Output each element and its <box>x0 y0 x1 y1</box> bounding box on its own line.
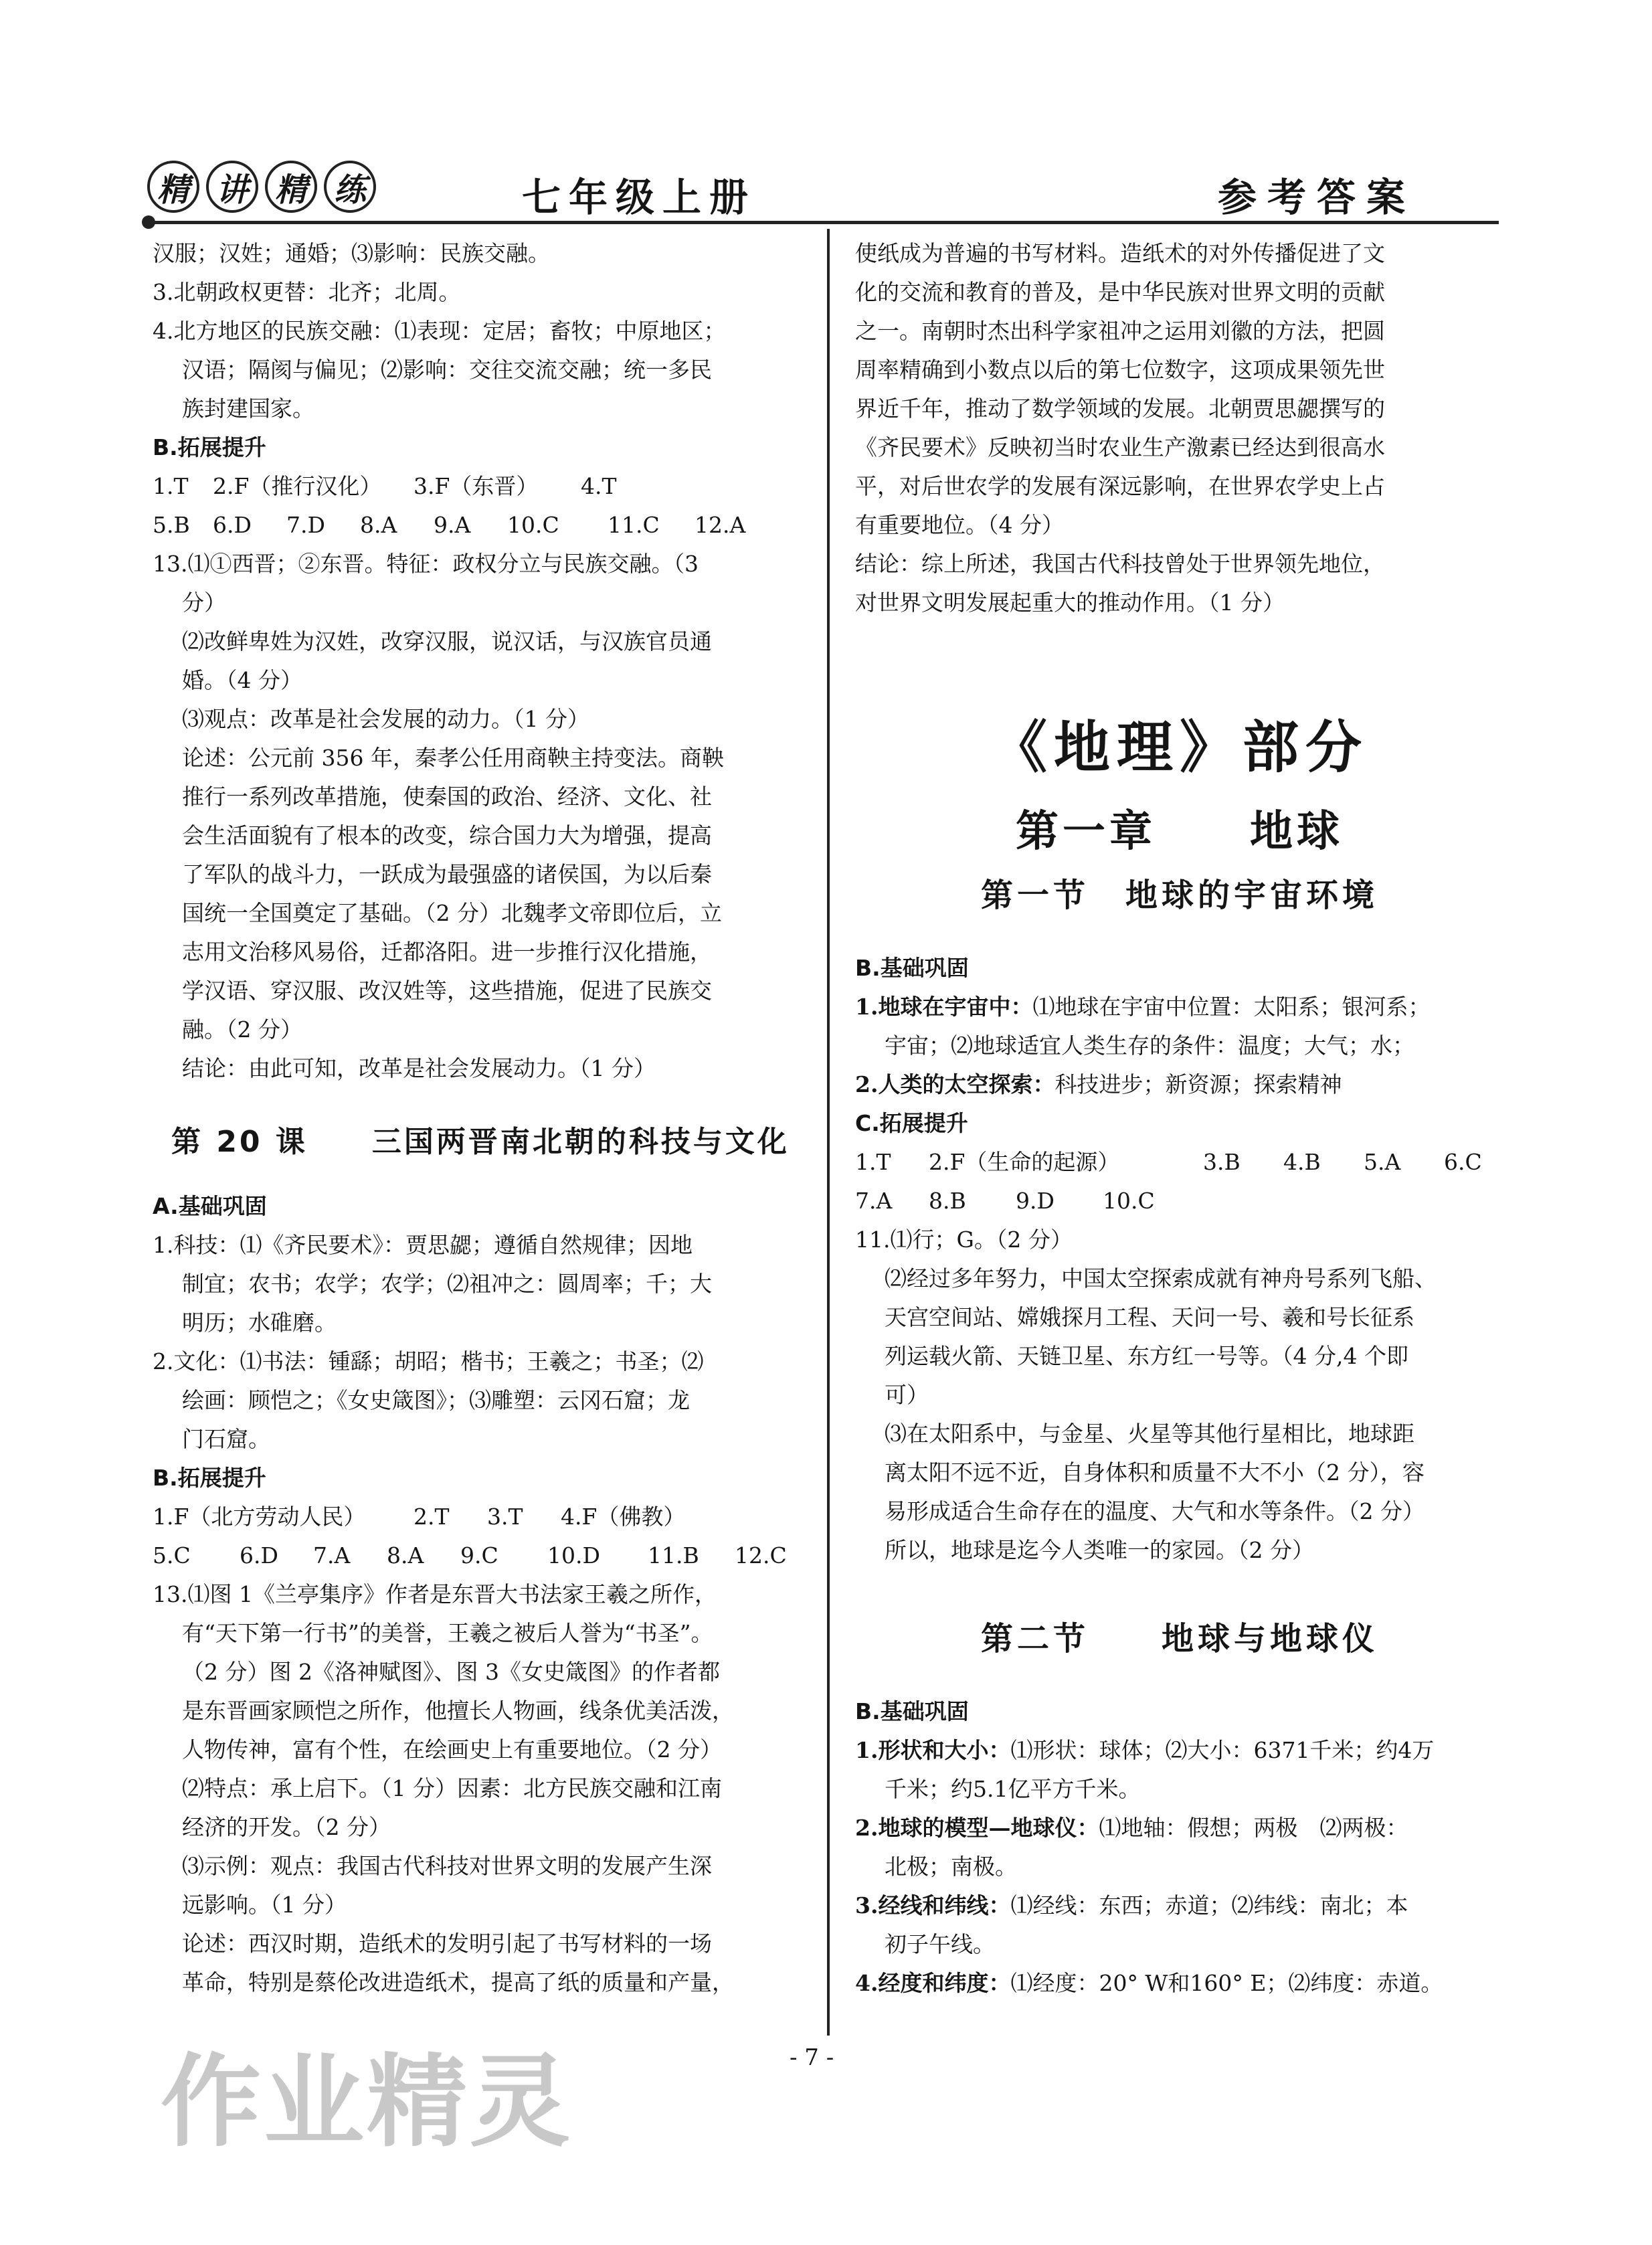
answer-row <box>855 1182 1504 1221</box>
item-text: 初子午线。 <box>885 1931 995 1957</box>
answer: 9.D <box>1016 1188 1054 1214</box>
item-text: ⑴经线：东西；赤道；⑵纬线：南北；本 <box>1010 1892 1408 1918</box>
answer: 10.C <box>507 512 559 538</box>
text-line: 易形成适合生命存在的温度、大气和水等条件。（2 分） <box>885 1498 1425 1524</box>
text-line: ⑶观点：改革是社会发展的动力。（1 分） <box>182 706 589 732</box>
logo-char: 精 <box>265 161 317 213</box>
book-logo <box>147 161 376 213</box>
answer: 12.A <box>695 512 746 538</box>
item-text: 宇宙；⑵地球适宜人类生存的条件：温度；大气；水； <box>885 1032 1414 1059</box>
text-line <box>855 1964 1504 2003</box>
text-line: 制宜；农书；农学；农学；⑵祖冲之：圆周率；千；大 <box>182 1271 712 1297</box>
text-line: 族封建国家。 <box>182 395 314 422</box>
item-label: 1.地球在宇宙中： <box>855 994 1033 1020</box>
answer-row <box>153 467 802 506</box>
text-line <box>855 1065 1504 1104</box>
chapter-title: 第一章 地球 <box>1016 806 1344 857</box>
text-line: 周率精确到小数点以后的第七位数字，这项成果领先世 <box>855 357 1385 383</box>
text-line: 明历；水碓磨。 <box>182 1310 337 1336</box>
text-line: 化的交流和教育的普及，是中华民族对世界文明的贡献 <box>855 279 1385 305</box>
text-line: 志用文治移风易俗，迁都洛阳。进一步推行汉化措施， <box>182 939 712 965</box>
answer: 9.A <box>434 512 471 538</box>
geography-part-title: 《地理》部分 <box>990 714 1368 780</box>
subsection-title: A.基础巩固 <box>153 1193 267 1219</box>
text-line: 天宫空间站、嫦娥探月工程、天问一号、羲和号长征系 <box>885 1304 1414 1330</box>
text-line: 门石窟。 <box>182 1426 270 1452</box>
answer: 7.A <box>855 1188 893 1214</box>
answer-row <box>153 1536 802 1575</box>
text-line: 1.科技：⑴《齐民要术》：贾思勰；遵循自然规律；因地 <box>153 1232 693 1258</box>
answer: 5.A <box>1364 1149 1401 1175</box>
text-line: （2 分）图 2《洛神赋图》、图 3《女史箴图》的作者都 <box>182 1659 720 1685</box>
text-line: 会生活面貌有了根本的改变，综合国力大为增强，提高 <box>182 822 712 848</box>
header-dot <box>142 215 155 229</box>
answer: 6.D <box>240 1542 278 1568</box>
answer: 7.D <box>286 512 325 538</box>
text-line: 融。（2 分） <box>182 1016 302 1043</box>
answer: 8.A <box>360 512 397 538</box>
watermark: 作业精灵 <box>161 2043 573 2161</box>
text-line: 国统一全国奠定了基础。（2 分）北魏孝文帝即位后，立 <box>182 900 722 926</box>
subsection-title: B.拓展提升 <box>153 434 266 460</box>
text-line: 11.⑴行；G。（2 分） <box>855 1227 1073 1253</box>
answer: 5.B <box>153 512 190 538</box>
answer: 4.F（佛教） <box>561 1504 686 1530</box>
text-line: 《齐民要术》反映初当时农业生产激素已经达到很高水 <box>855 434 1385 460</box>
answer: 2.F（推行汉化） <box>213 473 382 499</box>
lesson-title: 第 20 课 三国两晋南北朝的科技与文化 <box>171 1125 790 1159</box>
answer-row <box>855 1143 1504 1182</box>
item-label: 2.地球的模型—地球仪： <box>855 1815 1099 1841</box>
text-line: 论述：公元前 356 年，秦孝公任用商鞅主持变法。商鞅 <box>182 745 724 771</box>
logo-char: 练 <box>324 161 376 213</box>
text-line: 平，对后世农学的发展有深远影响，在世界农学史上占 <box>855 473 1385 499</box>
text-line: 13.⑴①西晋；②东晋。特征：政权分立与民族交融。（3 <box>153 551 699 577</box>
text-line: ⑵改鲜卑姓为汉姓，改穿汉服，说汉话，与汉族官员通 <box>182 628 712 654</box>
text-line <box>855 1809 1504 1848</box>
section-title: 第一节 地球的宇宙环境 <box>980 877 1378 914</box>
answer: 12.C <box>735 1542 787 1568</box>
text-line: 汉服；汉姓；通婚；⑶影响：民族交融。 <box>153 240 550 266</box>
text-line <box>855 1886 1504 1925</box>
text-line: 结论：由此可知，改革是社会发展动力。（1 分） <box>182 1055 656 1081</box>
answer: 10.C <box>1103 1188 1155 1214</box>
text-line: 对世界文明发展起重大的推动作用。（1 分） <box>855 590 1285 616</box>
text-line: 之一。南朝时杰出科学家祖冲之运用刘徽的方法，把圆 <box>855 318 1385 344</box>
answer: 4.B <box>1283 1149 1321 1175</box>
text-line: 界近千年，推动了数学领域的发展。北朝贾思勰撰写的 <box>855 395 1385 422</box>
text-line: 学汉语、穿汉服、改汉姓等，这些措施，促进了民族交 <box>182 978 712 1004</box>
text-line: 列运载火箭、天链卫星、东方红一号等。（4 分,4 个即 <box>885 1343 1408 1369</box>
text-line: 有“天下第一行书”的美誉，王羲之被后人誉为“书圣”。 <box>182 1620 713 1646</box>
right-column <box>855 234 1504 2003</box>
subsection-title: C.拓展提升 <box>855 1110 968 1136</box>
text-line: 婚。（4 分） <box>182 667 302 693</box>
item-text: 北极；南极。 <box>885 1854 1017 1880</box>
item-text: 千米；约5.1亿平方千米。 <box>885 1776 1141 1802</box>
column-divider <box>827 229 830 2036</box>
text-line: 所以，地球是迄今人类唯一的家园。（2 分） <box>885 1537 1314 1563</box>
answer: 11.B <box>648 1542 699 1568</box>
answer: 7.A <box>313 1542 351 1568</box>
text-line <box>855 1026 1504 1065</box>
text-line: 汉语；隔阂与偏见；⑵影响：交往交流交融；统一多民 <box>182 357 712 383</box>
book-title: 七年级上册 <box>522 175 757 220</box>
answer-row <box>153 506 802 545</box>
page-header <box>147 161 1499 221</box>
text-line <box>855 1770 1504 1809</box>
subsection-title: B.基础巩固 <box>855 955 969 981</box>
text-line <box>855 1925 1504 1964</box>
text-line <box>855 1848 1504 1886</box>
text-line: 结论：综上所述，我国古代科技曾处于世界领先地位， <box>855 551 1385 577</box>
text-line: 了军队的战斗力，一跃成为最强盛的诸侯国，为以后秦 <box>182 861 712 887</box>
item-label: 2.人类的太空探索： <box>855 1071 1055 1097</box>
answer: 8.B <box>929 1188 966 1214</box>
page-number: - 7 - <box>790 2044 834 2071</box>
item-text: ⑴经度：20° W和160° E；⑵纬度：赤道。 <box>1010 1970 1443 1996</box>
text-line: 人物传神，富有个性，在绘画史上有重要地位。（2 分） <box>182 1736 722 1763</box>
section-title: 第二节 地球与地球仪 <box>980 1620 1378 1657</box>
item-label: 4.经度和纬度： <box>855 1970 1011 1996</box>
text-line: 经济的开发。（2 分） <box>182 1814 391 1840</box>
subsection-title: B.基础巩固 <box>855 1698 969 1724</box>
answer: 3.B <box>1203 1149 1241 1175</box>
text-line: 有重要地位。（4 分） <box>855 512 1064 538</box>
answer: 1.F（北方劳动人民） <box>153 1504 366 1530</box>
text-line: 2.文化：⑴书法：锺繇；胡昭；楷书；王羲之；书圣；⑵ <box>153 1348 704 1374</box>
text-line: 可） <box>885 1382 929 1408</box>
answer: 3.T <box>487 1504 523 1530</box>
answer: 1.T <box>153 473 189 499</box>
item-text: 科技进步；新资源；探索精神 <box>1054 1071 1342 1097</box>
answer: 6.D <box>213 512 252 538</box>
answer-label: 参考答案 <box>1218 175 1416 220</box>
text-line: 绘画：顾恺之；《女史箴图》；⑶雕塑：云冈石窟；龙 <box>182 1387 690 1413</box>
answer: 3.F（东晋） <box>414 473 539 499</box>
text-line: 论述：西汉时期，造纸术的发明引起了书写材料的一场 <box>182 1930 712 1957</box>
text-line: 离太阳不远不近，自身体积和质量不大不小（2 分），容 <box>885 1459 1425 1486</box>
subsection-title: B.拓展提升 <box>153 1465 266 1491</box>
text-line: 推行一系列改革措施，使秦国的政治、经济、文化、社 <box>182 784 712 810</box>
text-line: 分） <box>182 590 226 616</box>
answer: 10.D <box>547 1542 600 1568</box>
logo-char: 讲 <box>206 161 258 213</box>
item-text: ⑴地轴：假想；两极 ⑵两极： <box>1099 1815 1408 1841</box>
answer-row <box>153 1498 802 1536</box>
answer: 2.F（生命的起源） <box>929 1149 1120 1175</box>
text-line: ⑵特点：承上启下。（1 分）因素：北方民族交融和江南 <box>182 1775 722 1801</box>
answer: 4.T <box>581 473 617 499</box>
text-line <box>855 988 1504 1026</box>
text-line: 革命，特别是蔡伦改进造纸术，提高了纸的质量和产量， <box>182 1969 734 1995</box>
text-line: ⑵经过多年努力，中国太空探索成就有神舟号系列飞船、 <box>885 1265 1437 1291</box>
header-rule <box>147 221 1499 224</box>
text-line: 3.北朝政权更替：北齐；北周。 <box>153 279 461 305</box>
text-line: ⑶在太阳系中，与金星、火星等其他行星相比，地球距 <box>885 1421 1414 1447</box>
text-line: 4.北方地区的民族交融：⑴表现：定居；畜牧；中原地区； <box>153 318 726 344</box>
text-line: 是东晋画家顾恺之所作，他擅长人物画，线条优美活泼， <box>182 1698 734 1724</box>
item-label: 3.经线和纬线： <box>855 1892 1011 1918</box>
answer: 2.T <box>414 1504 450 1530</box>
answer: 9.C <box>460 1542 498 1568</box>
answer: 11.C <box>608 512 660 538</box>
text-line: ⑶示例：观点：我国古代科技对世界文明的发展产生深 <box>182 1853 712 1879</box>
answer: 5.C <box>153 1542 191 1568</box>
text-line: 使纸成为普遍的书写材料。造纸术的对外传播促进了文 <box>855 240 1385 266</box>
item-text: ⑴形状：球体；⑵大小：6371千米；约4万 <box>1010 1737 1435 1763</box>
item-label: 1.形状和大小： <box>855 1737 1011 1763</box>
answer: 8.A <box>387 1542 424 1568</box>
text-line: 远影响。（1 分） <box>182 1892 347 1918</box>
item-text: ⑴地球在宇宙中位置：太阳系；银河系； <box>1032 994 1431 1020</box>
answer: 6.C <box>1444 1149 1482 1175</box>
answer: 1.T <box>855 1149 891 1175</box>
logo-char: 精 <box>147 161 199 213</box>
left-column <box>153 234 802 2002</box>
text-line <box>855 1731 1504 1770</box>
text-line: 13.⑴图 1《兰亭集序》作者是东晋大书法家王羲之所作， <box>153 1581 717 1607</box>
